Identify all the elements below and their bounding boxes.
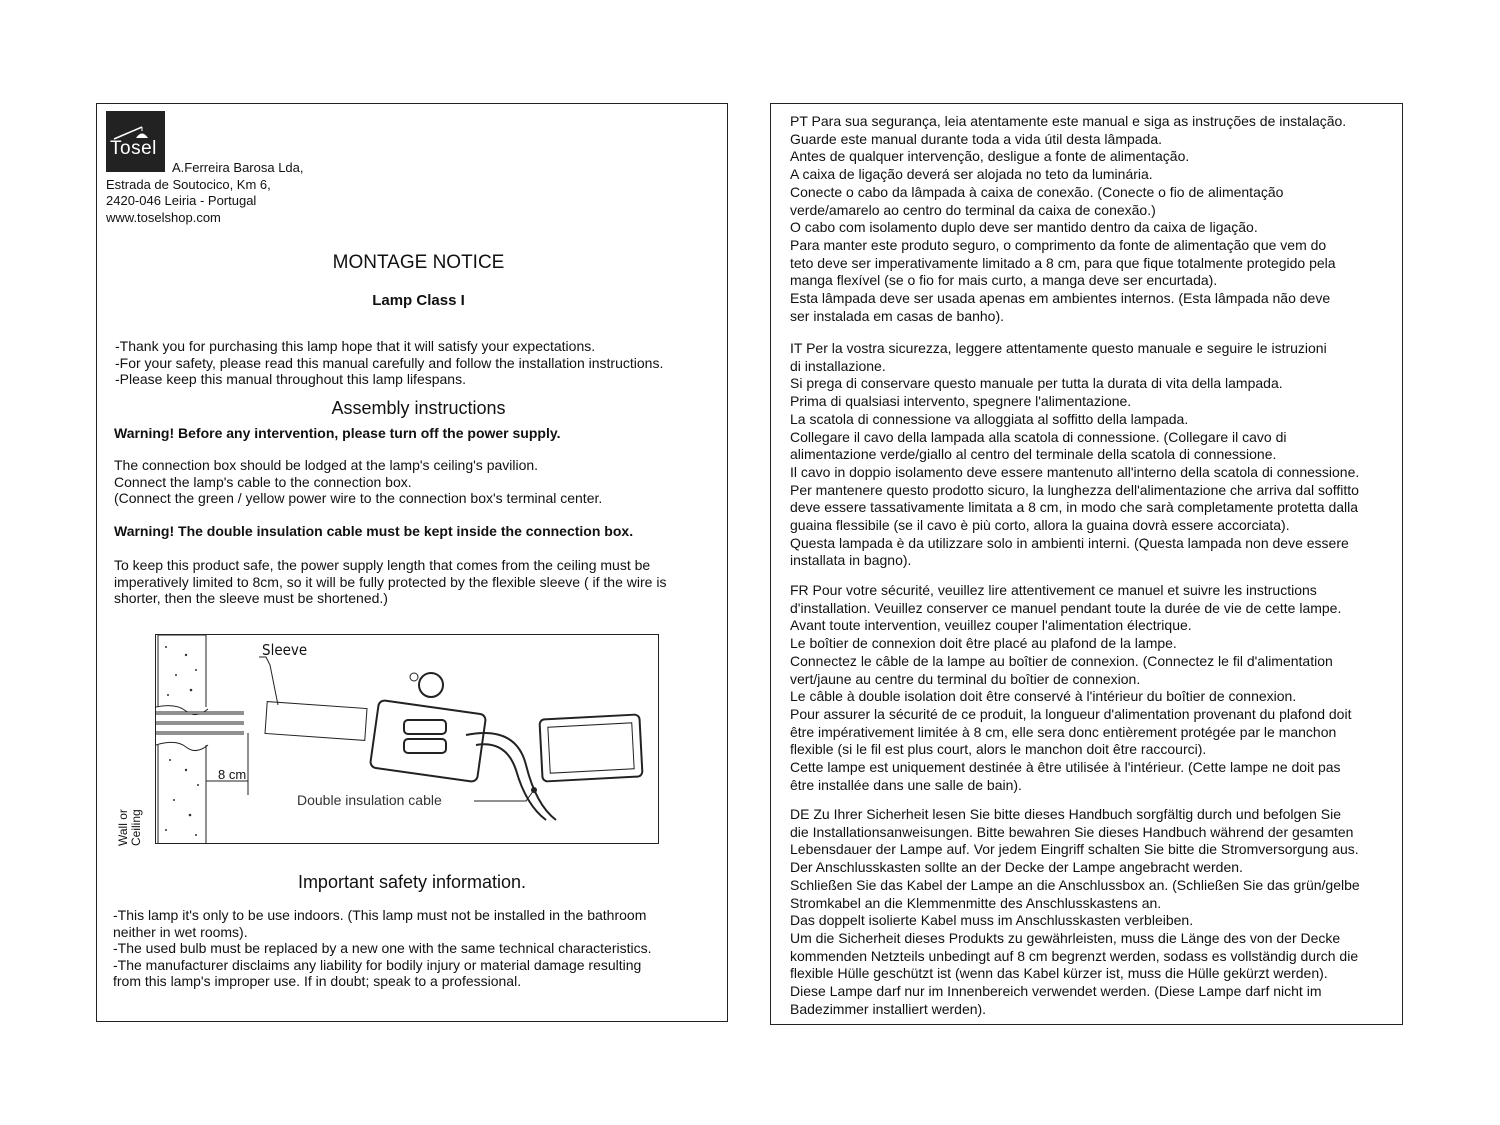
address-street: Estrada de Soutocico, Km 6, <box>106 177 271 192</box>
warning-power: Warning! Before any intervention, please turn off the power supply. <box>114 425 561 441</box>
section-fr <box>790 582 1351 794</box>
text-line: Le câble à double isolation doit être conservé à l'intérieur du boîtier de connexion. <box>790 688 1297 705</box>
text-line: DE Zu Ihrer Sicherheit lesen Sie bitte dieses Handbuch sorgfältig durch und befolgen Sie <box>790 806 1341 822</box>
text-line: Ceiling <box>129 809 143 846</box>
text-line: -Thank you for purchasing this lamp hope that it will satisfy your expectations. <box>115 338 596 354</box>
text-line: vert/jaune au centre du terminal du boîtier de connexion. <box>790 670 1141 687</box>
text-line: kommenden Netzteils unbedingt auf 8 cm begrenzt werden, sodass es vollständig durch die <box>790 947 1359 964</box>
page-title: MONTAGE NOTICE <box>332 252 505 273</box>
text-line: (Connect the green / yellow power wire to the connection box's terminal center. <box>114 490 603 507</box>
text-line: Der Anschlusskasten sollte an der Decke der Lampe angebracht werden. <box>790 859 1243 876</box>
text-line: être installée dans une salle de bain). <box>790 776 1022 793</box>
text-line: -For your safety, please read this manual carefully and follow the installation instructions. <box>115 354 664 371</box>
text-line: Questa lampada è da utilizzare solo in ambienti interni. (Questa lampada non deve essere <box>790 534 1349 551</box>
text-line: teto deve ser imperativamente limitado a 8 cm, para que fique totalmente protegido pela <box>790 254 1336 271</box>
english-notice-panel <box>96 103 728 1022</box>
sleeve-label: Sleeve <box>262 641 308 659</box>
text-line: Um die Sicherheit dieses Produkts zu gewährleisten, muss die Länge des von der Decke <box>790 929 1341 946</box>
supply-text <box>114 557 666 607</box>
text-line: Esta lâmpada deve ser usada apenas em ambientes internos. (Esta lâmpada não deve <box>790 290 1331 307</box>
safety-text <box>113 907 652 990</box>
text-line: être impérativement limitée à 8 cm, elle sera donc entièrement protégée par le manchon <box>790 723 1337 740</box>
text-line: Prima di qualsiasi intervento, spegnere l'alimentazione. <box>790 393 1132 410</box>
connection-text <box>114 457 602 507</box>
tosel-logo: Tosel <box>106 111 165 172</box>
cable-label: Double insulation cable <box>297 792 442 808</box>
text-line: Badezimmer installiert werden). <box>790 1000 987 1017</box>
text-line: Das doppelt isolierte Kabel muss im Anschlusskasten verbleiben. <box>790 912 1194 929</box>
distance-label: 8 cm <box>218 767 247 782</box>
text-line: die Installationsanweisungen. Bitte bewahren Sie dieses Handbuch während der gesamten <box>790 823 1354 840</box>
text-line: Connectez le câble de la lampe au boîtier de connexion. (Connectez le fil d'alimentation <box>790 652 1333 669</box>
text-line: neither in wet rooms). <box>113 923 248 940</box>
text-line: Per mantenere questo prodotto sicuro, la lunghezza dell'alimentazione che arriva dal soffitto <box>790 481 1359 498</box>
text-line: Antes de qualquer intervenção, desligue a fonte de alimentação. <box>790 148 1190 165</box>
text-line: shorter, then the sleeve must be shortened.) <box>114 590 388 607</box>
text-line: Schließen Sie das Kabel der Lampe an die Anschlussbox an. (Schließen Sie das grün/gelbe <box>790 876 1360 893</box>
text-line: La scatola di connessione va alloggiata al soffitto della lampada. <box>790 410 1189 427</box>
text-line: O cabo com isolamento duplo deve ser mantido dentro da caixa de ligação. <box>790 219 1258 236</box>
section-it <box>790 340 1359 570</box>
address-city: 2420-046 Leiria - Portugal <box>106 193 257 208</box>
text-line: verde/amarelo ao centro do terminal da caixa de conexão.) <box>790 201 1156 218</box>
text-line: Cette lampe est uniquement destinée à être utilisée à l'intérieur. (Cette lampe ne doit pas <box>790 759 1341 776</box>
assembly-heading: Assembly instructions <box>331 398 506 418</box>
text-line: imperatively limited to 8cm, so it will be fully protected by the flexible sleeve ( if the wire is <box>114 573 667 590</box>
text-line: Para manter este produto seguro, o comprimento da fonte de alimentação que vem do <box>790 236 1327 253</box>
text-line: Guarde este manual durante toda a vida útil desta lâmpada. <box>790 130 1163 147</box>
text-line: di installazione. <box>790 357 886 374</box>
text-line: -The used bulb must be replaced by a new one with the same technical characteristics. <box>113 940 652 957</box>
text-line: Il cavo in doppio isolamento deve essere mantenuto all'interno della scatola di connessione. <box>790 463 1360 480</box>
text-line: Stromkabel an die Klemmenmitte des Anschlusskastens an. <box>790 894 1162 911</box>
text-line: IT Per la vostra sicurezza, leggere attentamente questo manuale e seguire le istruzioni <box>790 340 1327 356</box>
installation-diagram <box>155 634 659 844</box>
website: www.toselshop.com <box>106 210 221 225</box>
text-line: -Please keep this manual throughout this lamp lifespans. <box>115 371 466 388</box>
text-line: installata in bagno). <box>790 552 912 569</box>
wall-label <box>117 809 143 846</box>
company-name: A.Ferreira Barosa Lda, <box>172 160 304 175</box>
diagram-drawing <box>156 635 659 844</box>
text-line: Wall or <box>116 809 130 846</box>
text-line: -The manufacturer disclaims any liability for bodily injury or material damage resulting <box>113 956 642 973</box>
text-line: guaina flessibile (se il cavo è più corto, allora la guaina dovrà essere accorciata). <box>790 517 1290 534</box>
text-line: alimentazione verde/giallo al centro del terminale della scatola di connessione. <box>790 446 1277 463</box>
text-line: from this lamp's improper use. If in doubt; speak to a professional. <box>113 973 522 990</box>
text-line: PT Para sua segurança, leia atentamente este manual e siga as instruções de instalação. <box>790 113 1347 129</box>
text-line: Connect the lamp's cable to the connection box. <box>114 473 412 490</box>
translations-panel <box>770 103 1403 1025</box>
text-line: Le boîtier de connexion doit être placé au plafond de la lampe. <box>790 635 1177 652</box>
text-line: -This lamp it's only to be use indoors. (This lamp must not be installed in the bathroom <box>113 907 647 923</box>
text-line: flexible (si le fil est plus court, alors le manchon doit être raccourci). <box>790 741 1207 758</box>
text-line: Collegare il cavo della lampada alla scatola di connessione. (Collegare il cavo di <box>790 428 1287 445</box>
text-line: d'installation. Veuillez conserver ce manuel pendant toute la durée de vie de cette lampe. <box>790 599 1342 616</box>
warning-insulation: Warning! The double insulation cable must be kept inside the connection box. <box>114 523 634 539</box>
text-line: Si prega di conservare questo manuale per tutta la durata di vita della lampada. <box>790 375 1283 392</box>
section-pt <box>790 113 1346 325</box>
text-line: ser instalada em casas de banho). <box>790 307 1005 324</box>
text-line: Lebensdauer der Lampe auf. Vor jedem Eingriff schalten Sie bitte die Stromversorgung aus. <box>790 841 1359 858</box>
section-de <box>790 806 1360 1018</box>
text-line: manga flexível (se o fio for mais curto, a manga deve ser encurtada). <box>790 272 1218 289</box>
lamp-class: Lamp Class I <box>372 292 465 309</box>
text-line: The connection box should be lodged at the lamp's ceiling's pavilion. <box>114 457 539 473</box>
text-line: To keep this product safe, the power supply length that comes from the ceiling must be <box>114 557 651 573</box>
text-line: A caixa de ligação deverá ser alojada no teto da luminária. <box>790 166 1153 183</box>
text-line: flexible Hülle geschützt ist (wenn das Kabel kürzer ist, muss die Hülle gekürzt werden). <box>790 965 1328 982</box>
safety-heading: Important safety information. <box>297 872 527 892</box>
text-line: deve essere tassativamente limitata a 8 cm, in modo che sarà completamente protetta dalla <box>790 499 1359 516</box>
text-line: Diese Lampe darf nur im Innenbereich verwendet werden. (Diese Lampe darf nicht im <box>790 983 1322 1000</box>
text-line: FR Pour votre sécurité, veuillez lire attentivement ce manuel et suivre les instructions <box>790 582 1317 598</box>
intro-text <box>115 338 663 388</box>
text-line: Conecte o cabo da lâmpada à caixa de conexão. (Conecte o fio de alimentação <box>790 183 1284 200</box>
text-line: Pour assurer la sécurité de ce produit, la longueur d'alimentation provenant du plafond doit <box>790 705 1352 722</box>
text-line: Avant toute intervention, veuillez couper l'alimentation électrique. <box>790 617 1192 634</box>
